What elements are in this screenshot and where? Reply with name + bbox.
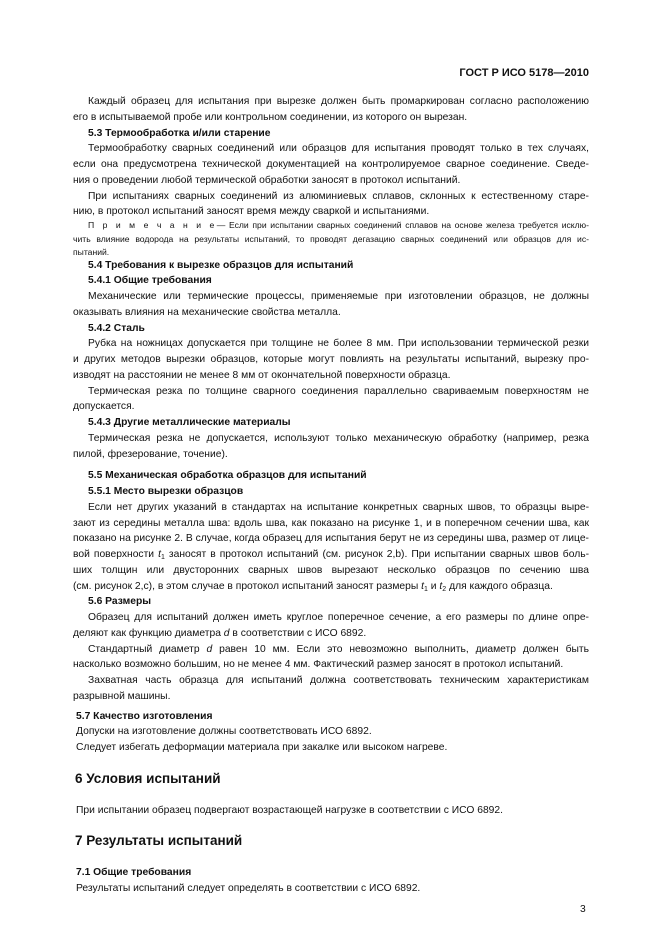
math-variable: d	[223, 627, 230, 639]
paragraph	[73, 500, 589, 595]
text-line: 6 Условия испытаний	[75, 770, 221, 786]
text-line	[73, 219, 589, 233]
text-line: деляют как функцию диаметра d в соответствии с ИСО 6892.	[73, 627, 367, 639]
document-body	[73, 94, 589, 897]
subsection-heading	[73, 321, 589, 337]
text-line: Следует избегать деформации материала при закалке или высоком нагреве.	[76, 742, 448, 753]
paragraph	[73, 94, 589, 126]
paragraph	[73, 740, 589, 756]
paragraph	[73, 610, 589, 642]
subsection-heading	[73, 415, 589, 431]
paragraph	[73, 673, 589, 705]
text-line: допускается.	[73, 401, 135, 413]
text-line: оказывать влияния на механические свойства металла.	[73, 306, 341, 318]
text-line: 5.4.3 Другие металлические материалы	[88, 417, 291, 428]
subsection-heading	[73, 594, 589, 610]
text-line: ния о проведении любой термической обработки заносят в протокол испытаний.	[73, 174, 461, 186]
paragraph	[73, 289, 589, 321]
text-line: зают из середины металла шва: вдоль шва, как показано на рисунке 1, и в поперечном сечении шва, как	[73, 517, 589, 529]
text-line: Допуски на изготовление должны соответствовать ИСО 6892.	[76, 726, 372, 738]
text-line: разрывной машины.	[73, 690, 171, 702]
math-variable: $t_1$	[158, 549, 165, 561]
text-line: Образец для испытаний должен иметь круглое поперечное сечение, а его размеры по длине опре-	[88, 612, 589, 623]
paragraph	[73, 724, 589, 740]
subsection-heading	[73, 273, 589, 289]
text-line: Захватная часть образца для испытаний должна соответствовать техническим характеристикам	[88, 675, 589, 686]
text-line: 5.5.1 Место вырезки образцов	[88, 486, 244, 497]
page-number: 3	[580, 904, 586, 915]
text-line: 5.6 Размеры	[88, 596, 152, 608]
text-line: 5.4 Требования к вырезке образцов для испытаний	[88, 259, 354, 271]
text-line: пытаний.	[73, 247, 110, 257]
text-line: Термическая резка не допускается, используют только механическую обработку (например, резка	[88, 432, 589, 444]
text-line: Термическая резка по толщине сварного соединения параллельно свариваемым поверхностям не	[88, 385, 589, 397]
section-heading	[73, 771, 589, 787]
text-line: Рубка на ножницах допускается при толщине не более 8 мм. При использовании термической резки	[88, 338, 589, 350]
text-line: 5.3 Термообработка и/или старение	[88, 127, 271, 139]
paragraph	[73, 336, 589, 383]
note-paragraph	[73, 219, 589, 260]
text-line: 5.4.1 Общие требования	[88, 275, 212, 287]
text-line: пилой, фрезерование, точение).	[73, 448, 228, 460]
subsection-heading	[73, 484, 589, 500]
note-label: П р и м е ч а н и е	[88, 220, 217, 230]
text-line: 7.1 Общие требования	[76, 867, 192, 878]
text-line: 5.5 Механическая обработка образцов для испытаний	[88, 470, 367, 482]
text-line: изводят на расстоянии не менее 8 мм от окончательной поверхности образца.	[73, 369, 451, 381]
text-line: При испытании образец подвергают возрастающей нагрузке в соответствии с ИСО 6892.	[76, 804, 503, 816]
text-line: При испытаниях сварных соединений из алюминиевых сплавов, склонных к естественному старе-	[88, 190, 589, 202]
text-line: показано на рисунке 2. В случае, когда образец для испытания берут не из середины шва, размер от лице-	[73, 533, 589, 545]
paragraph	[73, 189, 589, 221]
math-variable: $t_1$	[421, 580, 428, 593]
text-line: чить влияние водорода на результаты испытаний, то проводят дегазацию сварных соединений или образцов для ис-	[73, 233, 589, 244]
text-line: Если нет других указаний в стандартах на испытание конкретных сварных швов, то образцы выре-	[88, 501, 589, 513]
section-heading	[73, 833, 589, 849]
text-line: 5.7 Качество изготовления	[76, 710, 213, 722]
subsection-heading	[73, 258, 589, 274]
note-text: — Если при испытании сварных соединений сплавов на основе железа требуется исклю-	[216, 220, 589, 230]
math-variable: $t_2$	[439, 580, 447, 593]
paragraph	[73, 141, 589, 188]
paragraph	[73, 881, 589, 897]
subsection-heading	[73, 126, 589, 142]
math-variable: d	[206, 643, 213, 655]
text-line: его в испытываемой пробе или контрольном соединении, из которого он вырезан.	[73, 111, 468, 123]
text-line: вой поверхности $t_1$ заносят в протокол испытаний (см. рисунок 2,b). При испытании сварных швов боль-	[73, 549, 589, 561]
text-line: и других методов вырезки образцов, которые могут повлиять на результаты испытаний, вырезку про-	[73, 354, 589, 365]
paragraph	[73, 642, 589, 674]
text-line: нию, в протокол испытаний заносят время между сваркой и испытаниями.	[73, 206, 430, 218]
paragraph	[73, 803, 589, 819]
text-line: Стандартный диаметр d равен 10 мм. Если это невозможно выполнить, диаметр должен быть	[88, 643, 589, 655]
subsection-heading	[73, 709, 589, 725]
text-line: Механические или термические процессы, применяемые при изготовлении образцов, не должны	[88, 291, 589, 302]
subsection-heading	[73, 865, 589, 881]
text-line: насколько возможно большим, но не менее 4 мм. Фактический размер заносят в протокол испытаний.	[73, 659, 564, 671]
text-line: Результаты испытаний следует определять в соответствии с ИСО 6892.	[76, 882, 421, 894]
text-line: 5.4.2 Сталь	[88, 322, 145, 334]
text-line: ших толщин или двусторонних сварных швов вырезают несколько образцов по сечению шва	[73, 564, 589, 576]
text-line: (см. рисунок 2,c), в этом случае в протокол испытаний заносят размеры $t_1$ и $t_2$ для каждого образца.	[73, 580, 553, 593]
paragraph	[73, 431, 589, 463]
text-line: если она предусмотрена технической документацией на контролируемое сварное соединение. Сведе-	[73, 159, 589, 170]
text-line: Термообработку сварных соединений или образцов для испытания проводят только в тех случаях,	[88, 143, 589, 155]
document-header-standard-code: ГОСТ Р ИСО 5178—2010	[459, 67, 589, 79]
text-line: 7 Результаты испытаний	[75, 833, 243, 849]
text-line: Каждый образец для испытания при вырезке должен быть промаркирован согласно расположению	[88, 96, 589, 107]
subsection-heading	[73, 468, 589, 484]
paragraph	[73, 384, 589, 416]
